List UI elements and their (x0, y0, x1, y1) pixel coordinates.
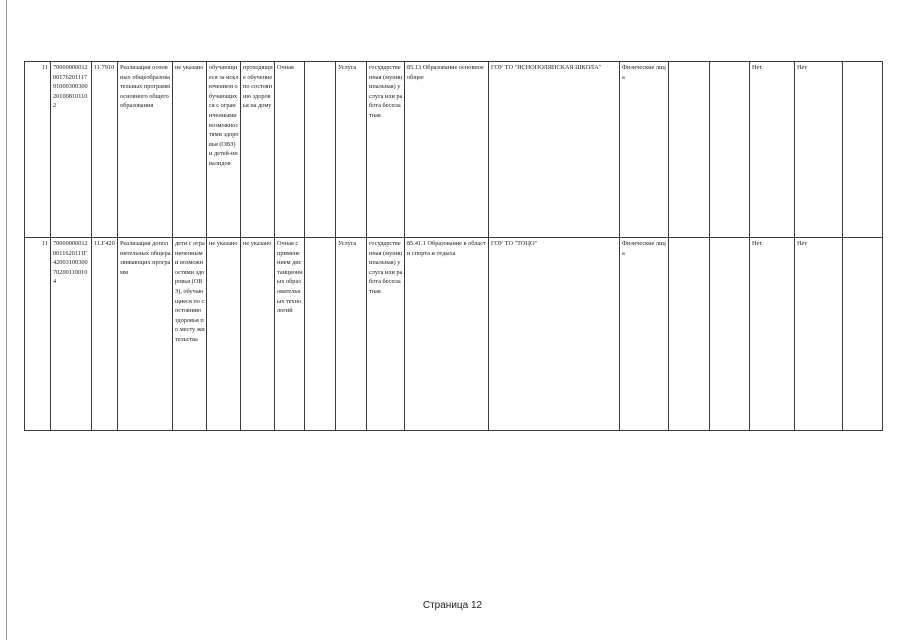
empty-cell (710, 238, 750, 431)
service-name-cell: Реализация дополнительных общеразвивающих программ (118, 238, 173, 431)
empty-cell (843, 238, 883, 431)
consumers-cell: Физические лица (620, 62, 669, 238)
consumers-cell: Физические лица (620, 238, 669, 431)
content-3-cell: проходящие обучение по состоянию здоровья на дому (241, 62, 275, 238)
page-edge-line (6, 0, 7, 640)
service-name-cell: Реализация основных общеобразовательных программ основного общего образования (118, 62, 173, 238)
page-number-label: Страница 12 (422, 600, 483, 611)
empty-cell (669, 62, 710, 238)
row-number-cell: 11 (25, 62, 51, 238)
table-row (25, 62, 883, 238)
services-registry-table (24, 61, 883, 431)
flag-1-cell: Нет (750, 238, 795, 431)
content-2-cell: не указано (207, 238, 241, 431)
okved-cell: 85.41.1 Образование в области спорта и отдыха (405, 238, 489, 431)
condition-2-cell (305, 238, 336, 431)
content-1-cell: дети с ограниченными возможностями здоровья (ОВЗ), обучающиеся по состоянию здоровья по месту жительства (173, 238, 207, 431)
table-row (25, 238, 883, 431)
condition-2-cell (305, 62, 336, 238)
empty-cell (669, 238, 710, 431)
condition-1-cell: Очная с применением дистанционных образовательных технологий (275, 238, 305, 431)
content-1-cell: не указано (173, 62, 207, 238)
service-code-cell: 11.Г420 (92, 238, 118, 431)
content-3-cell: не указано (241, 238, 275, 431)
service-type-cell: Услуга (336, 238, 367, 431)
institution-cell: ГОУ ТО "ТОЦО" (489, 238, 620, 431)
payment-cell: государственная (муниципальная) услуга или работа бесплатная (367, 62, 405, 238)
payment-cell: государственная (муниципальная) услуга или работа бесплатная (367, 238, 405, 431)
empty-cell (843, 62, 883, 238)
service-type-cell: Услуга (336, 62, 367, 238)
flag-2-cell: Нет (795, 238, 843, 431)
institution-cell: ГОУ ТО "ЯСНОПОЛЯНСКАЯ ШКОЛА" (489, 62, 620, 238)
content-2-cell: обучающиеся за исключением обучающихся с ограниченными возможностями здоровья (ОВЗ) и детей-инвалидов (207, 62, 241, 238)
empty-cell (710, 62, 750, 238)
service-code-cell: 11.7910 (92, 62, 118, 238)
registry-code-cell: 700000000120017620111791000300300201008101102 (51, 62, 92, 238)
condition-1-cell: Очная (275, 62, 305, 238)
row-number-cell: 11 (25, 238, 51, 431)
page-footer (0, 600, 905, 611)
flag-2-cell: Нет (795, 62, 843, 238)
registry-code-cell: 700000000120011620111Г42003100300702001100104 (51, 238, 92, 431)
okved-cell: 85.13 Образование основное общее (405, 62, 489, 238)
flag-1-cell: Нет (750, 62, 795, 238)
